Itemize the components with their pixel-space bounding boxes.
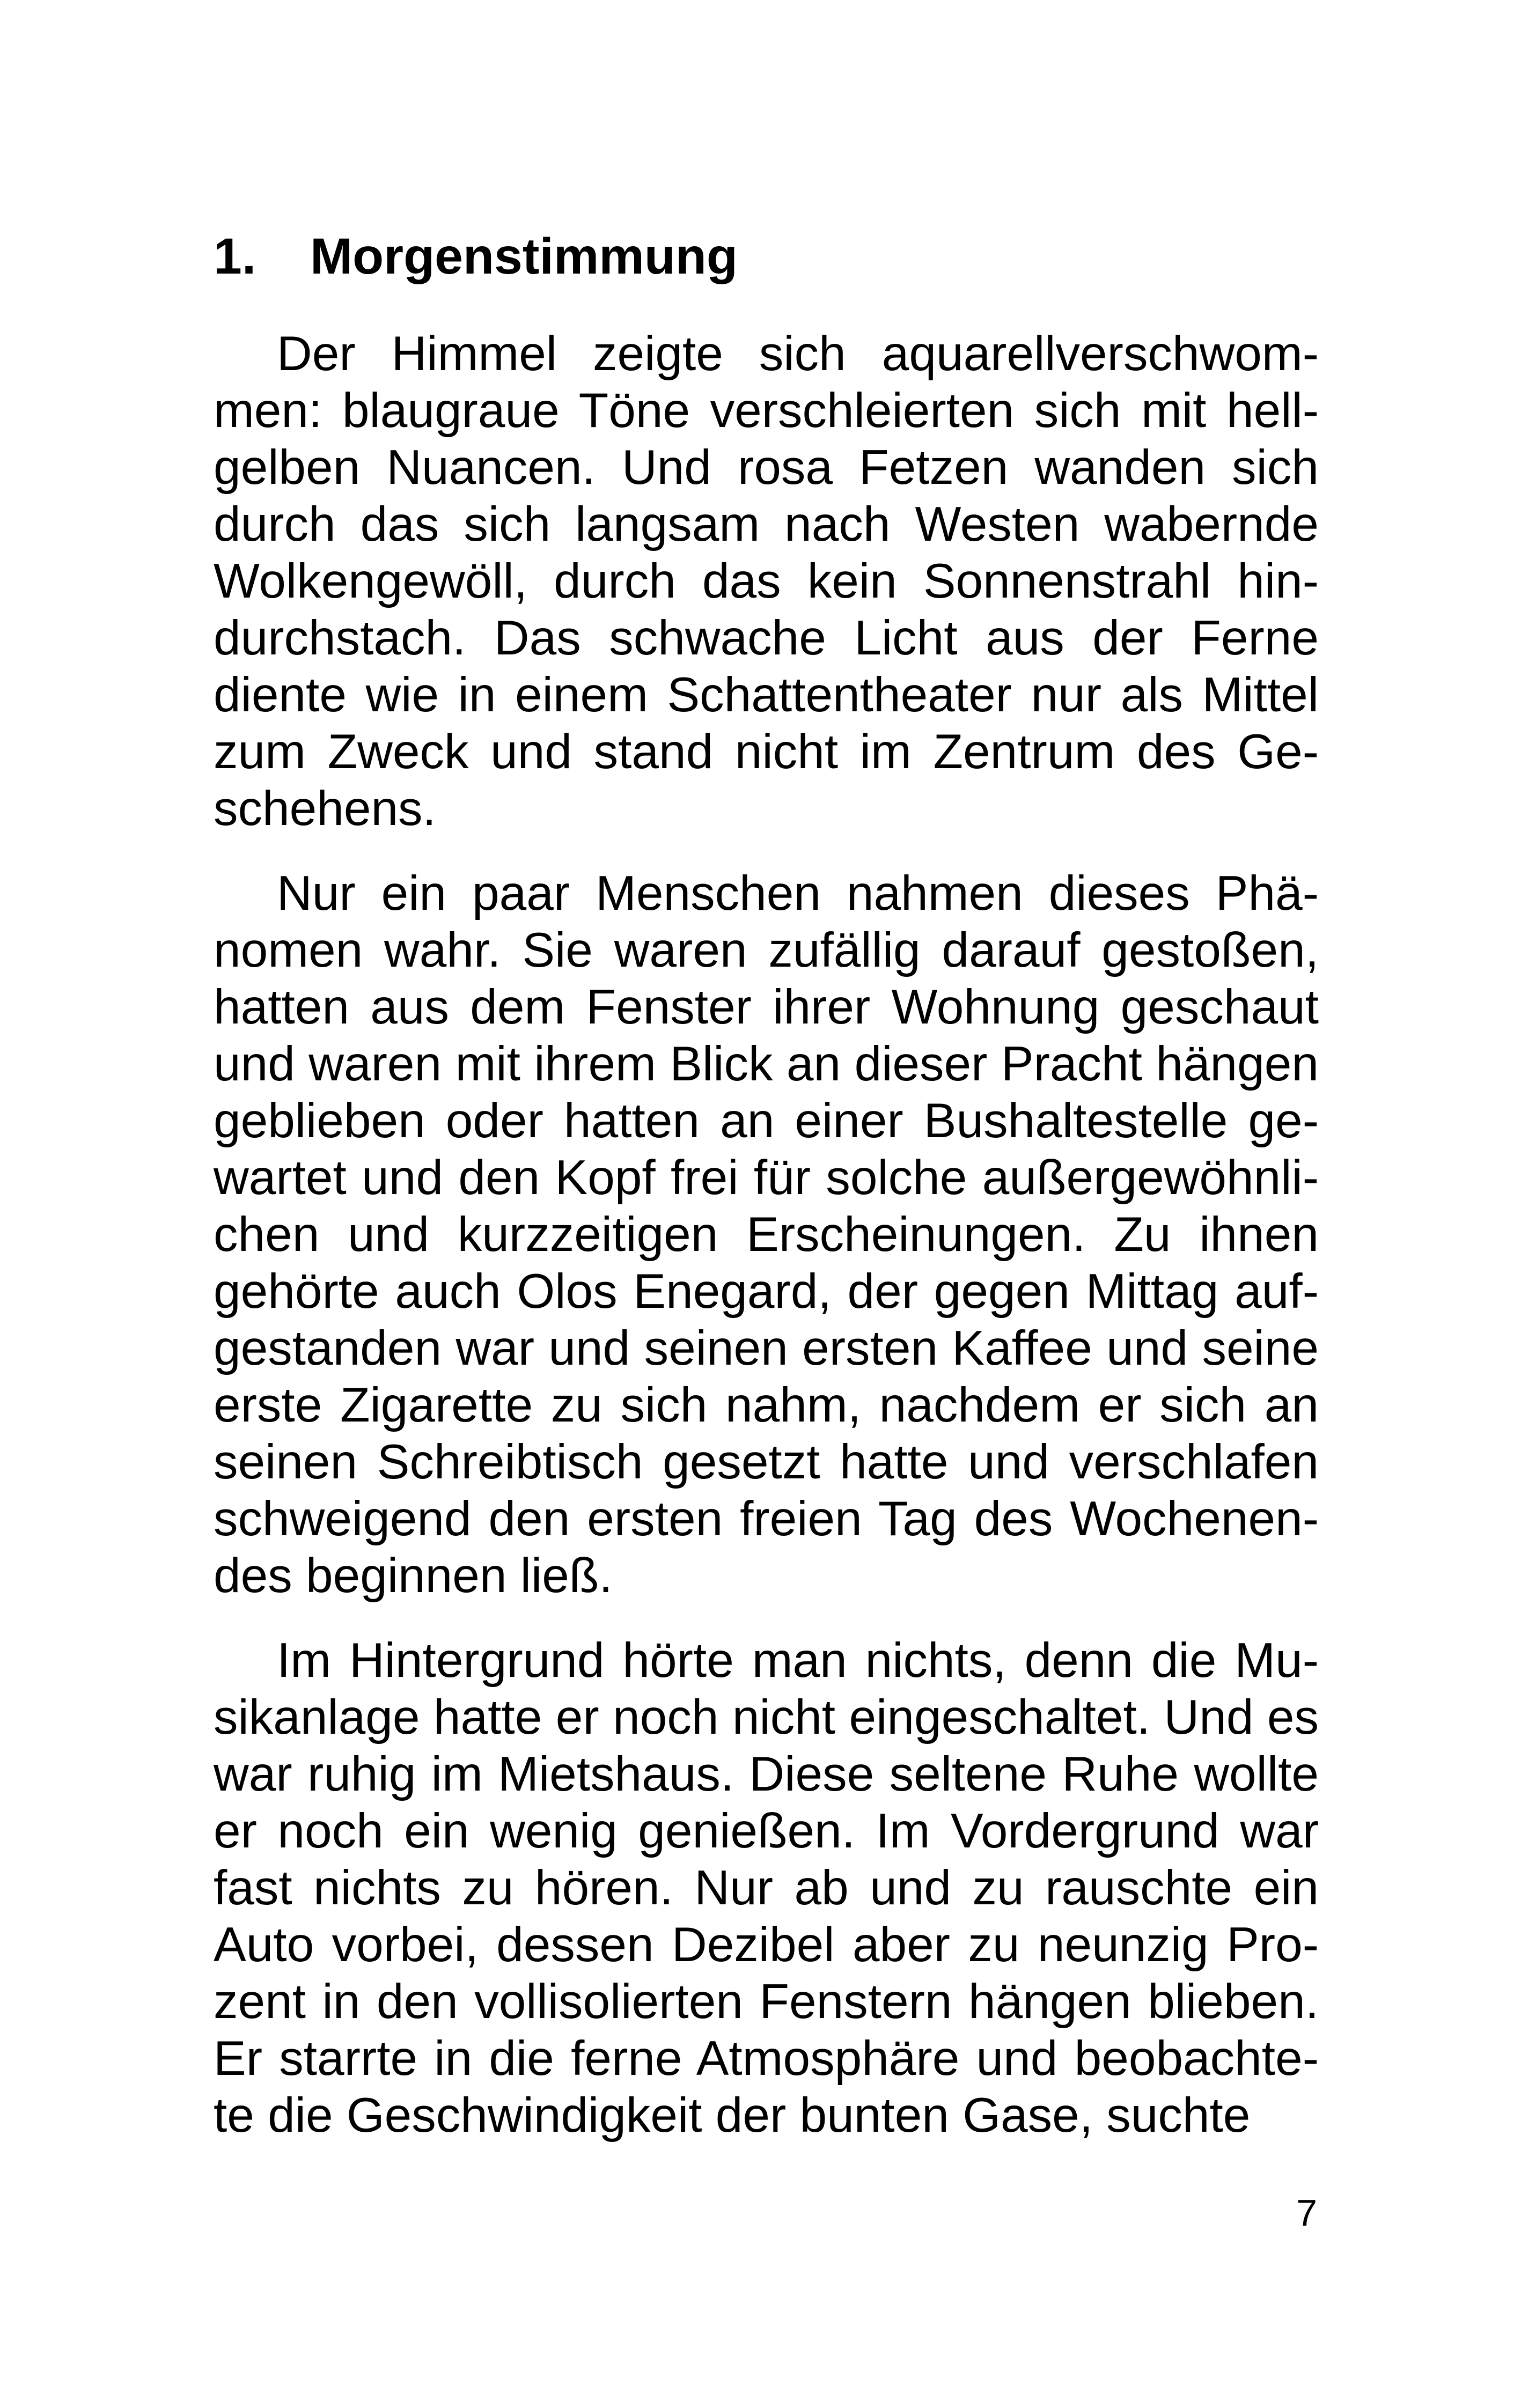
page-number: 7 <box>1296 2192 1317 2234</box>
chapter-number: 1. <box>214 228 256 285</box>
chapter-body <box>214 326 1319 2172</box>
paragraph: Nur ein paar Menschen nahmen dieses Phänomen wahr. Sie waren zufällig darauf gestoßen, hatten aus dem Fenster ihrer Wohnung geschaut und waren mit ihrem Blick an dieser Pracht hängen geblieben oder hatten an einer Bushaltestelle gewartet und den Kopf frei für solche außergewöhnlichen und kurzzeitigen Erscheinungen. Zu ihnen gehörte auch Olos Enegard, der gegen Mittag aufgestanden war und seinen ersten Kaffee und seine erste Zigarette zu sich nahm, nachdem er sich an seinen Schreibtisch gesetzt hatte und verschlafen schweigend den ersten freien Tag des Wochenendes beginnen ließ. <box>214 866 1319 1603</box>
paragraph: Im Hintergrund hörte man nichts, denn die Musikanlage hatte er noch nicht eingeschaltet. Und es war ruhig im Mietshaus. Diese seltene Ruhe wollte er noch ein wenig genießen. Im Vordergrund war fast nichts zu hören. Nur ab und zu rauschte ein Auto vorbei, dessen Dezibel aber zu neunzig Prozent in den vollisolierten Fenstern hängen blieben. Er starrte in die ferne Atmosphäre und beobachtete die Geschwindigkeit der bunten Gase, suchte <box>214 1633 1319 2142</box>
chapter-title: Morgenstimmung <box>310 228 738 285</box>
paragraph: Der Himmel zeigte sich aquarellverschwommen: blaugraue Töne verschleierten sich mit hellgelben Nuancen. Und rosa Fetzen wanden sich durch das sich langsam nach Westen wabernde Wolkengewöll, durch das kein Sonnenstrahl hindurchstach. Das schwache Licht aus der Ferne diente wie in einem Schattentheater nur als Mittel zum Zweck und stand nicht im Zentrum des Geschehens. <box>214 327 1319 836</box>
chapter-heading <box>214 224 738 289</box>
